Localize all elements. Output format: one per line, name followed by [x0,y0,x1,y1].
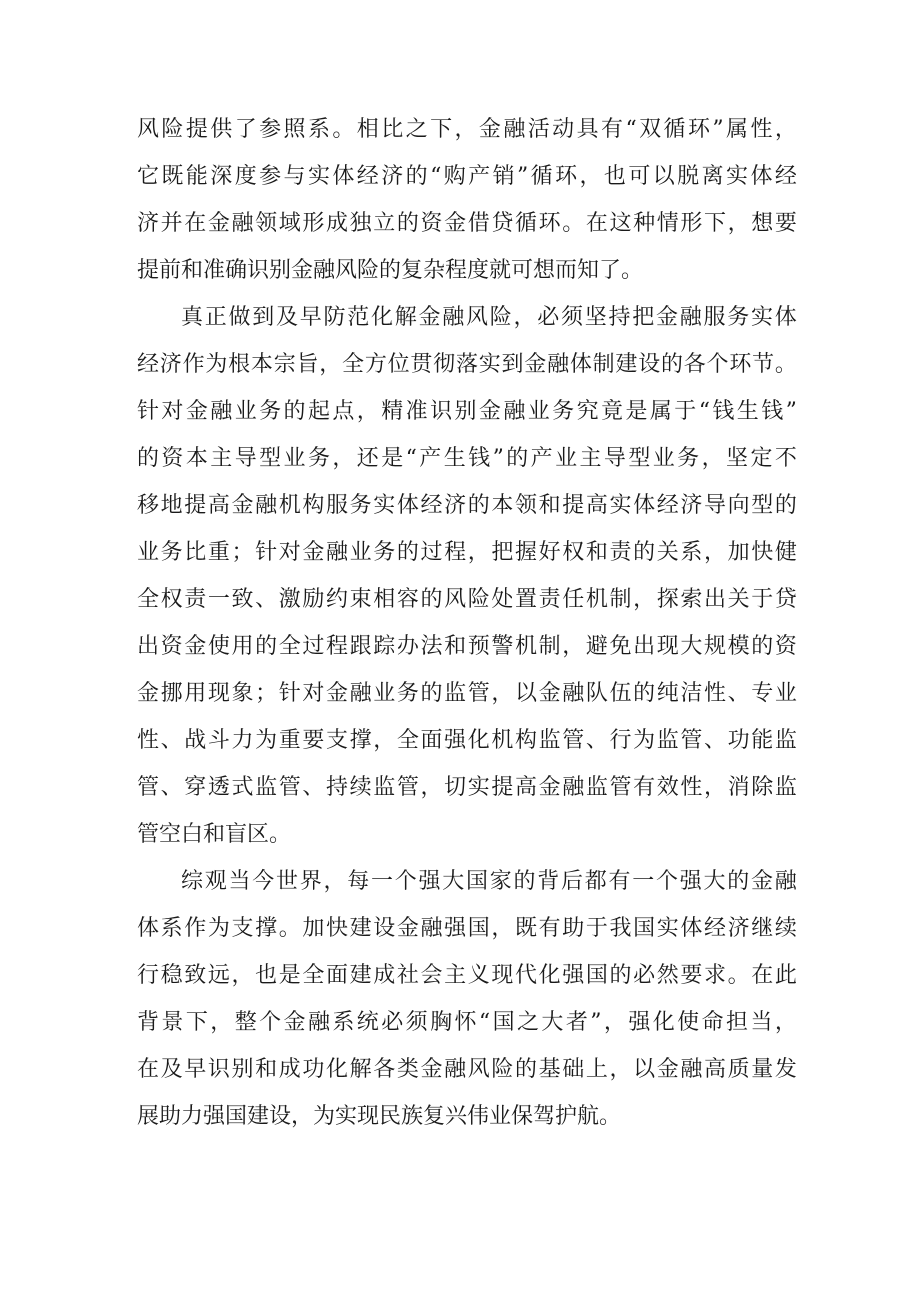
paragraph-3-line-5: 在 及 早 识 别 和 成 功 化 解 各 类 金 融 风 险 的 基 础 上 ， 以 金 融 高 质 量 发 [137,1057,797,1082]
paragraph-3-line-6: 展助力强国建设，为实现民族复兴伟业保驾护航。 [137,1104,622,1129]
paragraph-1-line-3: 济 并 在 金 融 领 域 形 成 独 立 的 资 金 借 贷 循 环 。 在 这 种 情 形 下 ， 想 要 [137,211,797,236]
paragraph-1-line-2: 它 既 能 深 度 参 与 实 体 经 济 的 “ 购 产 销 ” 循 环 ， 也 可 以 脱 离 实 体 经 [137,164,797,189]
paragraph-2-line-11: 管 、 穿 透 式 监 管 、 持 续 监 管 ， 切 实 提 高 金 融 监 管 有 效 性 ， 消 除 监 [137,775,797,800]
paragraph-2-line-3: 针 对 金 融 业 务 的 起 点 ， 精 准 识 别 金 融 业 务 究 竟 是 属 于 “ 钱 生 钱 ” [137,399,797,424]
paragraph-2-line-10: 性 、 战 斗 力 为 重 要 支 撑 ， 全 面 强 化 机 构 监 管 、 行 为 监 管 、 功 能 监 [137,728,797,753]
paragraph-2-line-4: 的 资 本 主 导 型 业 务 ， 还 是 “ 产 生 钱 ” 的 产 业 主 导 型 业 务 ， 坚 定 不 [137,446,797,471]
paragraph-2-line-2: 经 济 作 为 根 本 宗 旨 ， 全 方 位 贯 彻 落 实 到 金 融 体 制 建 设 的 各 个 环 节 。 [137,352,797,377]
paragraph-2-line-12: 管空白和盲区。 [137,822,292,847]
paragraph-2-line-6: 业 务 比 重 ； 针 对 金 融 业 务 的 过 程 ， 把 握 好 权 和 责 的 关 系 ， 加 快 健 [137,540,797,565]
paragraph-1-line-1: 风 险 提 供 了 参 照 系 。 相 比 之 下 ， 金 融 活 动 具 有 “ 双 循 环 ” 属 性 ， [137,117,797,142]
paragraph-1-line-4: 提前和准确识别金融风险的复杂程度就可想而知了。 [137,258,644,283]
document-body [137,106,797,1140]
paragraph-2-line-8: 出 资 金 使 用 的 全 过 程 跟 踪 办 法 和 预 警 机 制 ， 避 免 出 现 大 规 模 的 资 [137,634,797,659]
paragraph-2-line-1: 真 正 做 到 及 早 防 范 化 解 金 融 风 险 ， 必 须 坚 持 把 金 融 服 务 实 体 [181,305,797,330]
paragraph-3-line-1: 综 观 当 今 世 界 ， 每 一 个 强 大 国 家 的 背 后 都 有 一 个 强 大 的 金 融 [181,869,797,894]
paragraph-3-line-4: 背 景 下 ， 整 个 金 融 系 统 必 须 胸 怀 “ 国 之 大 者 ” ， 强 化 使 命 担 当 ， [137,1010,797,1035]
paragraph-2-line-5: 移 地 提 高 金 融 机 构 服 务 实 体 经 济 的 本 领 和 提 高 实 体 经 济 导 向 型 的 [137,493,797,518]
paragraph-2-line-9: 金 挪 用 现 象 ； 针 对 金 融 业 务 的 监 管 ， 以 金 融 队 伍 的 纯 洁 性 、 专 业 [137,681,797,706]
paragraph-3-line-3: 行 稳 致 远 ， 也 是 全 面 建 成 社 会 主 义 现 代 化 强 国 的 必 然 要 求 。 在 此 [137,963,797,988]
paragraph-3-line-2: 体 系 作 为 支 撑 。 加 快 建 设 金 融 强 国 ， 既 有 助 于 我 国 实 体 经 济 继 续 [137,916,797,941]
paragraph-2-line-7: 全 权 责 一 致 、 激 励 约 束 相 容 的 风 险 处 置 责 任 机 制 ， 探 索 出 关 于 贷 [137,587,797,612]
